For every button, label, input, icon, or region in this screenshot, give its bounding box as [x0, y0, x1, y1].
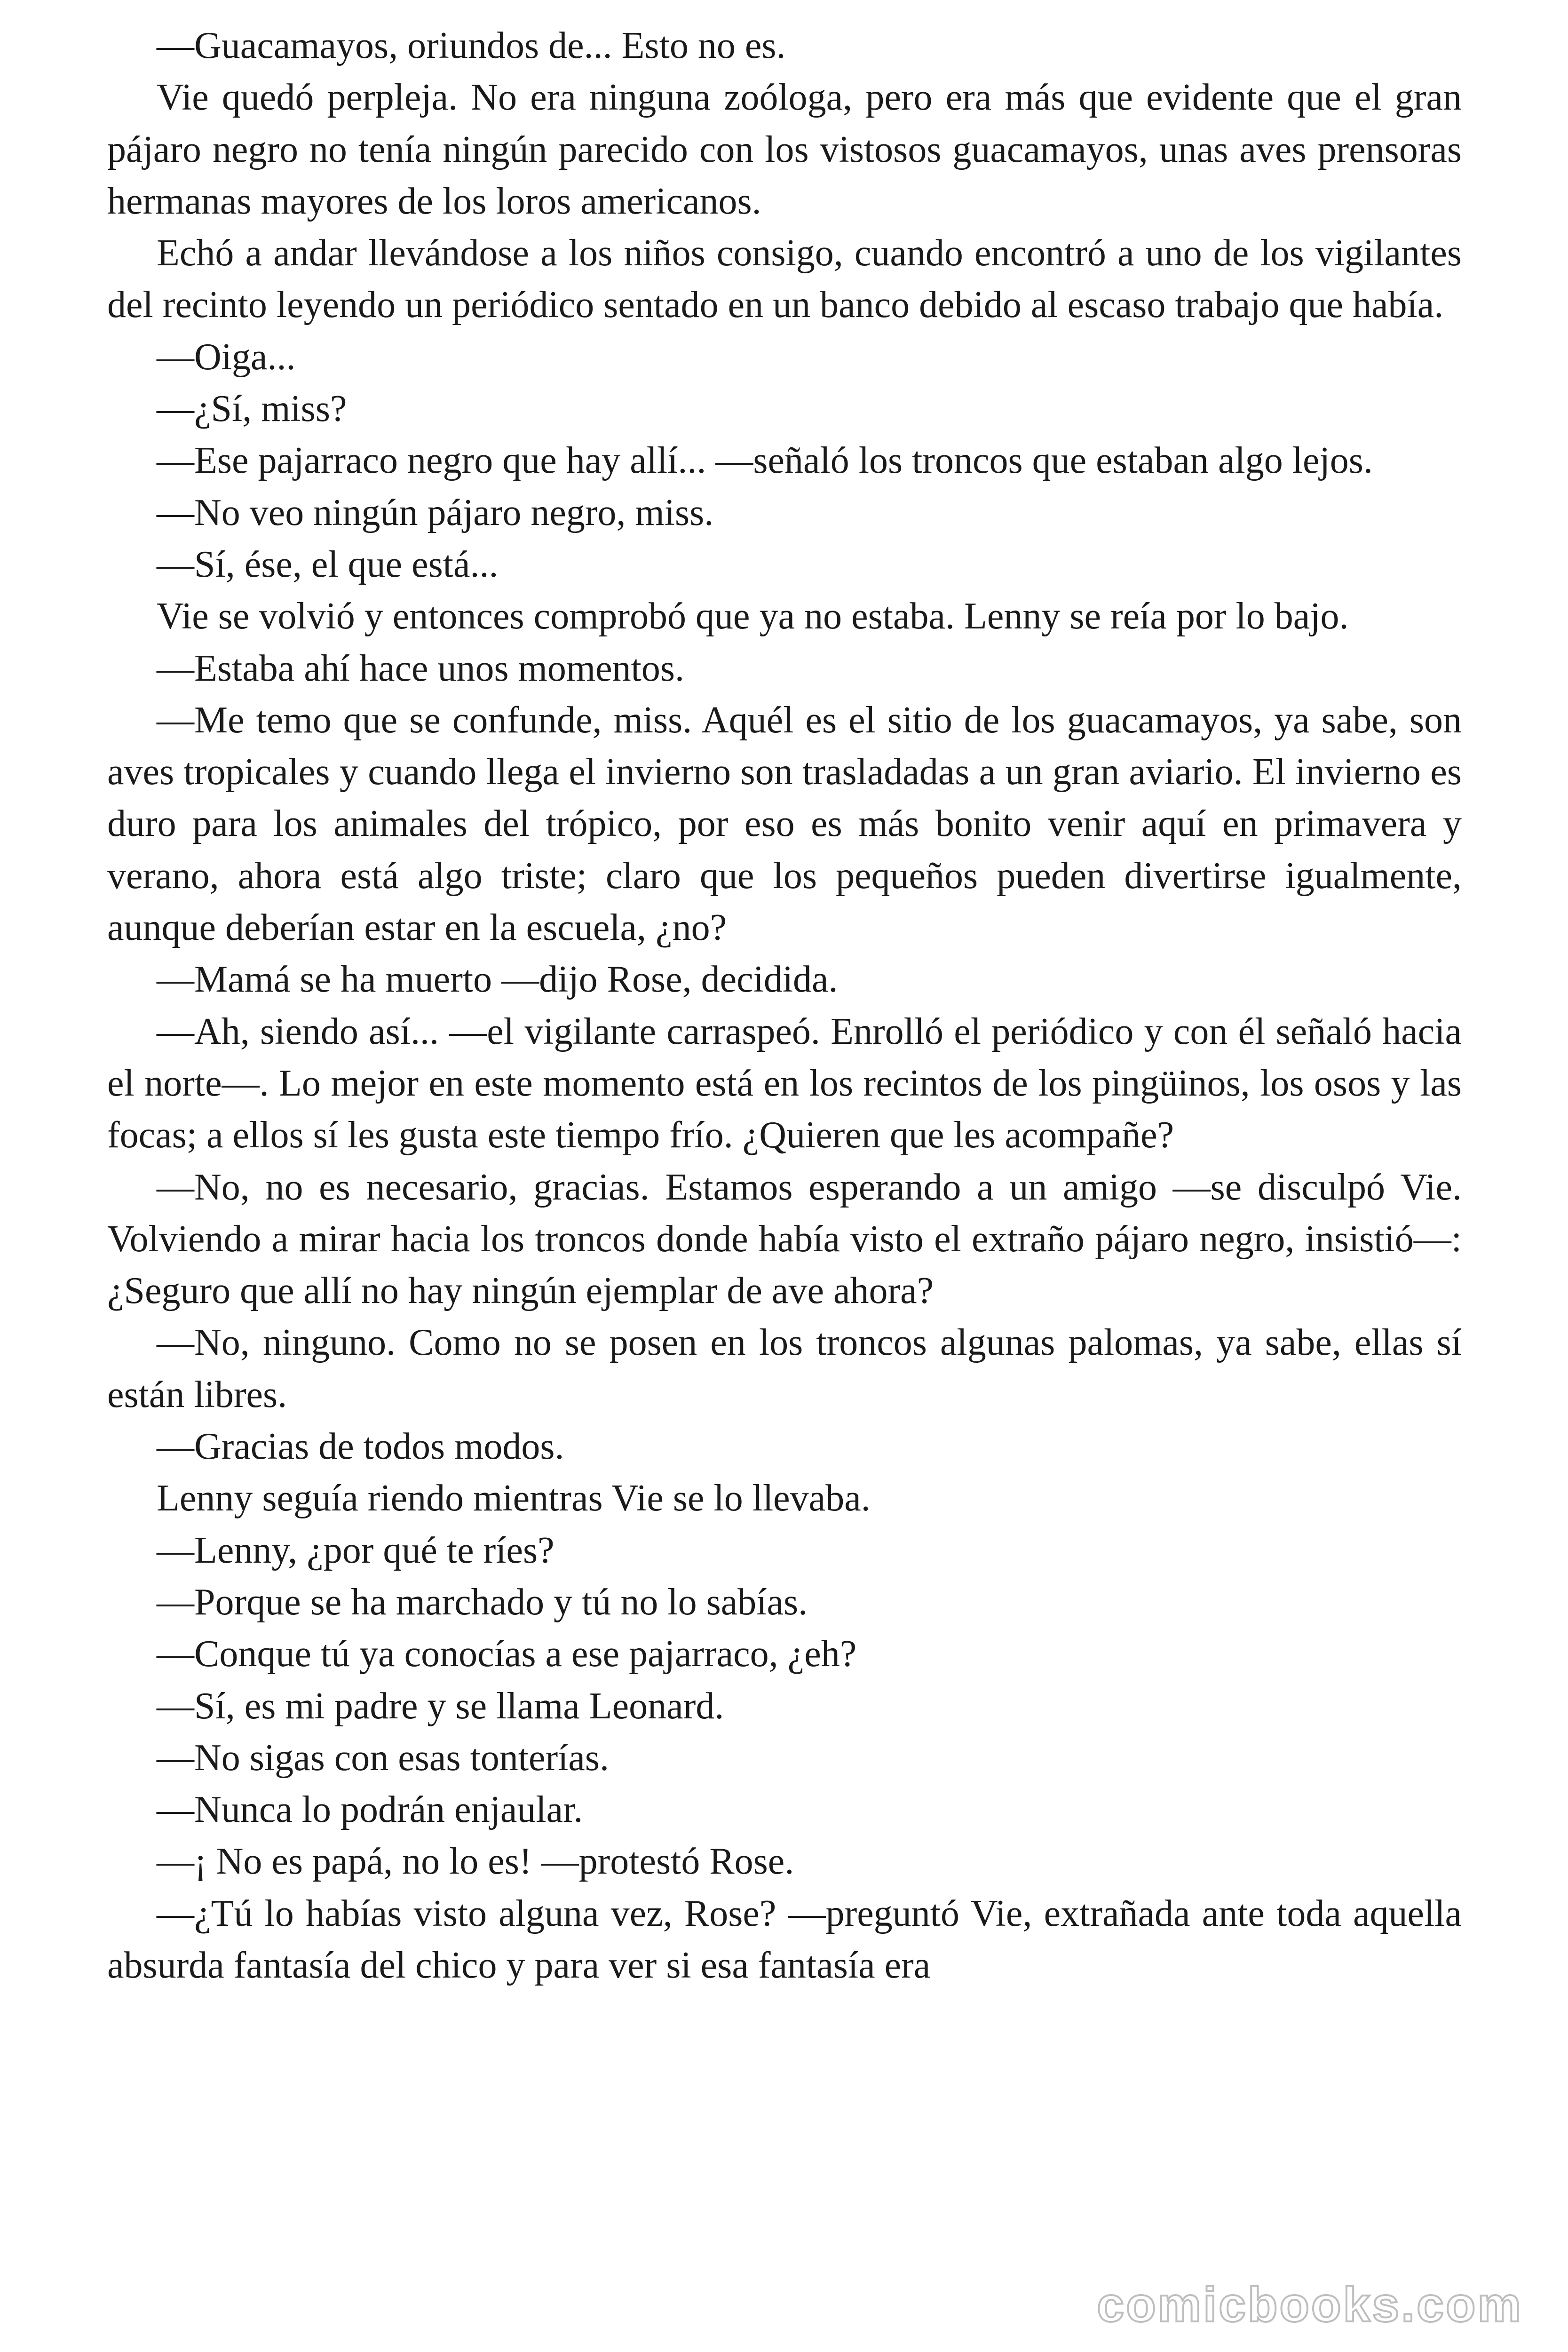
paragraph: —Sí, ése, el que está... [157, 543, 499, 585]
paragraph: —¿Sí, miss? [157, 388, 347, 430]
watermark-logo: comicbooks.com [1097, 2278, 1523, 2332]
paragraph: —Me temo que se confunde, miss. Aquél es el sitio de los guacamayos, ya sabe, son aves tropicales y cuando llega el invierno son trasladadas a un gran aviario. El invierno es duro para los animales del trópico, por eso es más bonito venir aquí en primavera y verano, ahora está algo triste; claro que los pequeños pueden divertirse igualmente, aunque deberían estar en la escuela, ¿no? [107, 699, 1462, 949]
paragraph: —¿Tú lo habías visto alguna vez, Rose? —preguntó Vie, extrañada ante toda aquella absurda fantasía del chico y para ver si esa fantasía era [107, 1892, 1462, 1986]
paragraph: Echó a andar llevándose a los niños consigo, cuando encontró a uno de los vigilantes del recinto leyendo un periódico sentado en un banco debido al escaso trabajo que había. [107, 232, 1462, 326]
paragraph: —Porque se ha marchado y tú no lo sabías. [157, 1581, 808, 1623]
paragraph: —No, no es necesario, gracias. Estamos esperando a un amigo —se disculpó Vie. Volviendo a mirar hacia los troncos donde había visto el extraño pájaro negro, insistió—: ¿Seguro que allí no hay ningún ejemplar de ave ahora? [107, 1166, 1462, 1312]
paragraph: —Lenny, ¿por qué te ríes? [157, 1529, 554, 1571]
paragraph: Lenny seguía riendo mientras Vie se lo llevaba. [157, 1478, 871, 1519]
paragraph: —Gracias de todos modos. [157, 1426, 564, 1468]
paragraph: —No, ninguno. Como no se posen en los troncos algunas palomas, ya sabe, ellas sí están libres. [107, 1322, 1462, 1415]
paragraph: —No sigas con esas tonterías. [157, 1737, 610, 1779]
paragraph: —Estaba ahí hace unos momentos. [157, 647, 684, 689]
paragraph: —Conque tú ya conocías a ese pajarraco, ¿eh? [157, 1633, 857, 1675]
paragraph: Vie quedó perpleja. No era ninguna zoóloga, pero era más que evidente que el gran pájaro negro no tenía ningún parecido con los vistosos guacamayos, unas aves prensoras hermanas mayores de los loros americanos. [107, 77, 1462, 222]
paragraph: —No veo ningún pájaro negro, miss. [157, 492, 714, 533]
paragraph: —Ese pajarraco negro que hay allí... —señaló los troncos que estaban algo lejos. [157, 440, 1373, 482]
paragraph: —Sí, es mi padre y se llama Leonard. [157, 1685, 724, 1727]
paragraph: —Mamá se ha muerto —dijo Rose, decidida. [157, 959, 838, 1001]
paragraph: —Guacamayos, oriundos de... Esto no es. [157, 25, 786, 66]
paragraph: —Oiga... [157, 336, 296, 378]
body-text [107, 20, 1462, 1991]
paragraph: —Ah, siendo así... —el vigilante carraspeó. Enrolló el periódico y con él señaló hacia el norte—. Lo mejor en este momento está en los recintos de los pingüinos, los osos y las focas; a ellos sí les gusta este tiempo frío. ¿Quieren que les acompañe? [107, 1010, 1462, 1156]
paragraph: —Nunca lo podrán enjaular. [157, 1789, 583, 1831]
paragraph: —¡ No es papá, no lo es! —protestó Rose. [157, 1841, 794, 1883]
paragraph: Vie se volvió y entonces comprobó que ya no estaba. Lenny se reía por lo bajo. [157, 596, 1349, 637]
